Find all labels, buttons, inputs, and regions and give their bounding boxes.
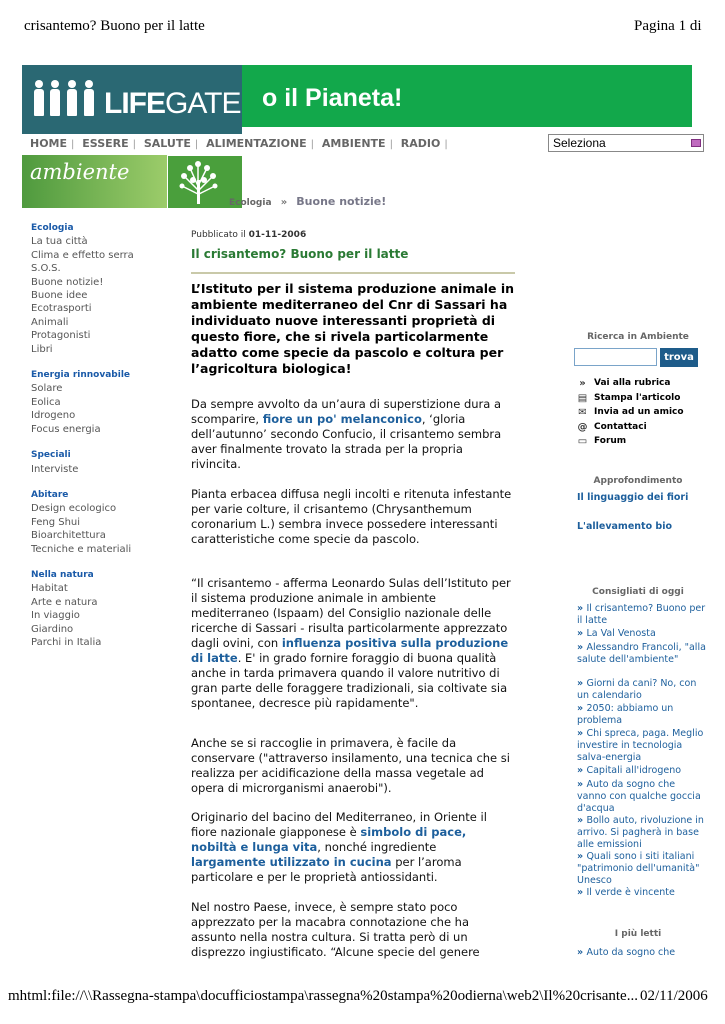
nav-salute[interactable]: SALUTE xyxy=(143,137,191,150)
banner-slogan: o il Pianeta! xyxy=(262,84,403,112)
leftnav-group-head[interactable]: Speciali xyxy=(31,450,71,461)
leftnav-item[interactable]: Focus energia xyxy=(31,423,101,435)
select-value: Seleziona xyxy=(553,136,606,150)
tool-contact[interactable]: @ Contattaci xyxy=(577,422,647,433)
lifegate-logo[interactable] xyxy=(22,65,242,134)
consigliati-item[interactable]: » Auto da sogno che vanno con qualche goccia d'acqua xyxy=(577,779,701,814)
leftnav-item[interactable]: In viaggio xyxy=(31,610,80,622)
title-divider xyxy=(191,272,515,274)
at-icon: @ xyxy=(577,422,588,433)
leftnav-item[interactable]: Animali xyxy=(31,316,69,328)
envelope-icon: ✉ xyxy=(578,407,587,418)
article-header xyxy=(191,230,511,261)
leftnav-item[interactable]: Buone idee xyxy=(31,290,88,302)
left-nav xyxy=(31,222,181,662)
nav-essere[interactable]: ESSERE xyxy=(82,137,129,150)
breadcrumb-separator: » xyxy=(280,197,288,208)
chevron-down-icon xyxy=(691,139,701,147)
consigliati-item[interactable]: » Bollo auto, rivoluzione in arrivo. Si pagherà in base alle emissioni xyxy=(577,815,704,850)
article-link[interactable]: largamente utilizzato in cucina xyxy=(191,855,392,869)
nav-home[interactable]: HOME xyxy=(30,137,68,150)
consigliati-item[interactable]: » Chi spreca, paga. Meglio investire in tecnologia salva-energia xyxy=(577,728,704,763)
print-header-page: Pagina 1 di xyxy=(634,18,702,34)
approf-link[interactable]: Il linguaggio dei fiori xyxy=(577,492,689,503)
search-heading: Ricerca in Ambiente xyxy=(587,332,689,342)
main-nav: HOME | ESSERE | SALUTE | ALIMENTAZIONE | AMBIENTE | RADIO | xyxy=(30,137,448,150)
leftnav-item[interactable]: Buone notizie! xyxy=(31,276,104,288)
leftnav-item[interactable]: Bioarchitettura xyxy=(31,530,106,542)
leftnav-group-head[interactable]: Ecologia xyxy=(31,223,74,233)
logo-text-life: LIFE xyxy=(104,87,165,120)
leftnav-item[interactable]: Idrogeno xyxy=(31,410,76,422)
leftnav-group-head[interactable]: Energia rinnovabile xyxy=(31,370,131,381)
leftnav-group-head[interactable]: Abitare xyxy=(31,489,69,500)
leftnav-item[interactable]: Giardino xyxy=(31,623,74,635)
section-label: ambiente xyxy=(30,160,130,184)
article-paragraph: Anche se si raccoglie in primavera, è facile da conservare ("attraverso insilamento, una tecnica che si realizza per acidificazione della massa vegetale ad opera di microrganismi anaerobi"). xyxy=(191,736,510,795)
consigliati-item[interactable]: » Alessandro Francoli, "alla salute dell'ambiente" xyxy=(577,642,706,665)
print-footer-date: 02/11/2006 xyxy=(640,988,708,1004)
section-select[interactable] xyxy=(548,134,704,152)
piu-letti-item[interactable]: » Auto da sogno che xyxy=(577,947,676,958)
tool-rubrica[interactable]: » Vai alla rubrica xyxy=(576,378,704,392)
search-input[interactable] xyxy=(574,348,657,366)
consigliati-item[interactable]: » 2050: abbiamo un problema xyxy=(577,703,674,726)
breadcrumb-current: Buone notizie! xyxy=(296,195,387,208)
consigliati-heading: Consigliati di oggi xyxy=(592,587,684,597)
tool-send-friend[interactable]: ✉ Invia ad un amico xyxy=(576,407,704,421)
consigliati-item[interactable]: » Giorni da cani? No, con un calendario xyxy=(577,678,697,701)
leftnav-item[interactable]: Solare xyxy=(31,383,63,395)
leftnav-group-head[interactable]: Nella natura xyxy=(31,569,94,580)
leftnav-item[interactable]: S.O.S. xyxy=(31,263,61,275)
approfondimento-heading: Approfondimento xyxy=(593,476,683,486)
article-paragraph: Pianta erbacea diffusa negli incolti e ritenuta infestante per varie colture, il crisantemo (Chrysanthemum coronarium L.) sembra invece possedere interessanti caratteristiche come specie da pascolo. xyxy=(191,487,512,546)
logo-text-gate: GATE xyxy=(165,87,241,120)
printer-icon: ▤ xyxy=(577,393,588,404)
nav-alimentazione[interactable]: ALIMENTAZIONE xyxy=(206,137,307,150)
leftnav-item[interactable]: Libri xyxy=(31,343,53,355)
search-button[interactable]: trova xyxy=(660,348,698,367)
piu-letti-heading: I più letti xyxy=(614,929,662,939)
nav-radio[interactable]: RADIO xyxy=(400,137,441,150)
leftnav-item[interactable]: Design ecologico xyxy=(31,503,117,515)
leftnav-item[interactable]: Arte e natura xyxy=(31,596,98,608)
leftnav-item[interactable]: Protagonisti xyxy=(31,330,91,342)
leftnav-item[interactable]: Clima e effetto serra xyxy=(31,249,134,261)
leftnav-item[interactable]: Feng Shui xyxy=(31,516,81,528)
tool-forum[interactable]: ▭ Forum xyxy=(577,436,627,447)
consigliati-item[interactable]: » Il verde è vincente xyxy=(577,887,675,898)
article-link[interactable]: influenza positiva sulla produzione di latte xyxy=(191,636,509,665)
article-lead: L’Istituto per il sistema produzione animale in ambiente mediterraneo del Cnr di Sassari ha individuato nuove interessanti proprietà di questo fiore, che si rivela particolarmente adatto come specie da pascolo e coltura per l’agricoltura biologica! xyxy=(191,281,515,376)
leftnav-item[interactable]: Habitat xyxy=(31,583,68,595)
consigliati-item[interactable]: » Il crisantemo? Buono per il latte xyxy=(577,603,706,626)
article-link[interactable]: fiore un po' melanconico xyxy=(262,412,422,426)
print-header-title: crisantemo? Buono per il latte xyxy=(24,18,205,34)
article-paragraph: Nel nostro Paese, invece, è sempre stato poco apprezzato per la macabra connotazione che ha assunto nella nostra cultura. Si tratta però di un disprezzo ingiustificato. “Alcune specie del genere xyxy=(191,900,480,959)
publish-date: Pubblicato il 01-11-2006 xyxy=(191,230,307,240)
nav-ambiente[interactable]: AMBIENTE xyxy=(321,137,386,150)
consigliati-item[interactable]: » Capitali all'idrogeno xyxy=(577,765,682,776)
tool-print[interactable]: ▤ Stampa l'articolo xyxy=(577,393,681,404)
article-link[interactable]: simbolo di pace, nobiltà e lunga vita xyxy=(191,825,467,854)
leftnav-item[interactable]: Interviste xyxy=(31,463,79,475)
leftnav-item[interactable]: Ecotrasporti xyxy=(31,303,92,315)
leftnav-item[interactable]: Tecniche e materiali xyxy=(31,543,132,555)
consigliati-item[interactable]: » Quali sono i siti italiani "patrimonio dell'umanità" Unesco xyxy=(577,851,700,886)
article-paragraph: Da sempre avvolto da un’aura di superstizione dura a scomparire, fiore un po' melanconico, ‘gloria dell’autunno’ secondo Confucio, il crisantemo sembra aver finalmente trovato la strada per la propria rivincita. xyxy=(191,397,502,471)
article-paragraph: “Il crisantemo - afferma Leonardo Sulas dell’Istituto per il sistema produzione animale in ambiente mediterraneo (Ispaam) del Consiglio nazionale delle ricerche di Sassari - risulta particolarmente apprezzato dagli ovini, con influenza positiva sulla produzione di latte. E' in grado fornire foraggio di buona qualità anche in tarda primavera quando il valore nutritivo di gran parte delle foraggere tradizionali, sia coltivate sia spontanee, decresce più rapidamente". xyxy=(191,576,511,710)
article-title: Il crisantemo? Buono per il latte xyxy=(191,247,409,261)
section-banner xyxy=(22,155,167,208)
breadcrumb-section[interactable]: Ecologia xyxy=(229,198,272,208)
approf-link[interactable]: L'allevamento bio xyxy=(577,521,672,532)
article-paragraph: Originario del bacino del Mediterraneo, in Oriente il fiore nazionale giapponese è simbolo di pace, nobiltà e lunga vita, nonché ingrediente largamente utilizzato in cucina per l’aroma particolare e per le proprietà antiossidanti. xyxy=(191,810,487,884)
leftnav-item[interactable]: Eolica xyxy=(31,396,61,408)
breadcrumb xyxy=(229,195,386,208)
leftnav-item[interactable]: La tua città xyxy=(31,236,88,248)
consigliati-item[interactable]: » La Val Venosta xyxy=(577,628,656,639)
double-chevron-icon: » xyxy=(579,378,586,389)
leftnav-item[interactable]: Parchi in Italia xyxy=(31,636,102,648)
print-footer-url: mhtml:file://\\Rassegna-stampa\docufficiostampa\rassegna%20stampa%20odierna\web2\Il%20crisante... xyxy=(8,988,638,1004)
chat-icon: ▭ xyxy=(577,436,588,447)
